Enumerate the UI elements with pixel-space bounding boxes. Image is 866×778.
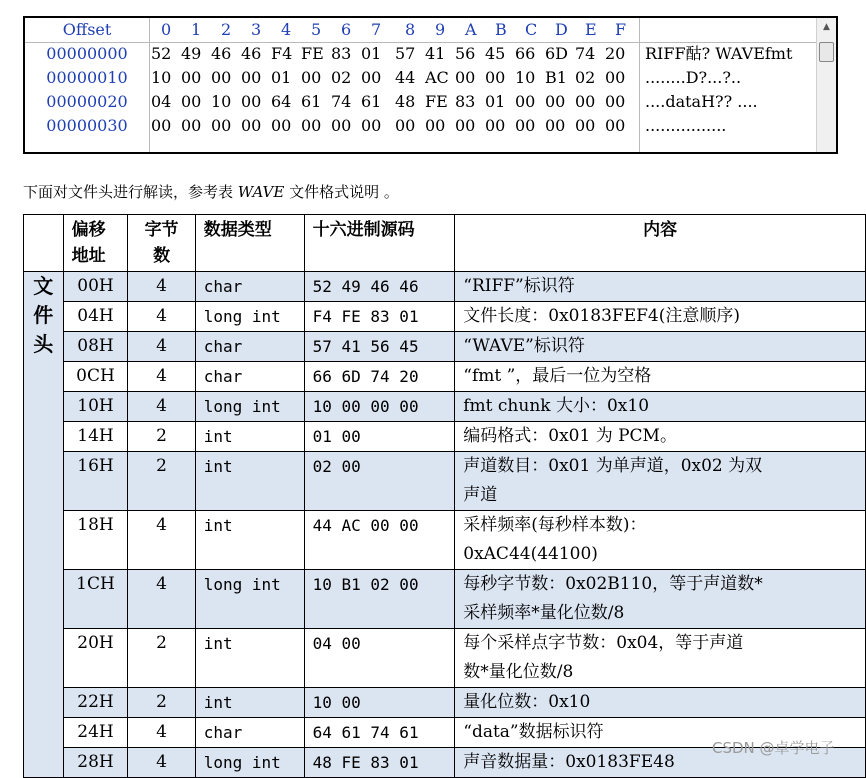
byte-column-header: 6 bbox=[341, 20, 352, 39]
hex-cell: 66 6D 74 20 bbox=[304, 362, 455, 392]
hex-byte: 83 bbox=[331, 44, 352, 63]
type-cell: char bbox=[195, 362, 304, 392]
content-cell bbox=[455, 511, 866, 570]
byte-column-header: A bbox=[465, 20, 477, 39]
hex-byte: 00 bbox=[361, 68, 382, 87]
bytes-cell: 4 bbox=[128, 362, 195, 392]
content-cell bbox=[455, 688, 866, 718]
hex-byte: 41 bbox=[425, 44, 446, 63]
content-cell bbox=[455, 570, 866, 629]
content-line: 量化位数：0x10 bbox=[463, 692, 591, 712]
table-row bbox=[24, 629, 866, 688]
byte-column-header: B bbox=[495, 20, 507, 39]
hex-cell: 10 B1 02 00 bbox=[304, 570, 455, 629]
hex-byte: 00 bbox=[575, 92, 596, 111]
hex-cell: 01 00 bbox=[304, 422, 455, 452]
hex-byte: 46 bbox=[241, 44, 262, 63]
type-cell: int bbox=[195, 629, 304, 688]
content-cell bbox=[455, 629, 866, 688]
table-row bbox=[24, 511, 866, 570]
content-line: 编码格式：0x01 为 PCM。 bbox=[463, 426, 677, 446]
offset-cell: 16H bbox=[63, 452, 128, 511]
hex-ascii: ....dataH?? .... bbox=[645, 92, 758, 111]
type-cell: int bbox=[195, 688, 304, 718]
table-row bbox=[24, 362, 866, 392]
caption-emphasis: WAVE bbox=[237, 183, 285, 201]
type-cell: char bbox=[195, 272, 304, 302]
table-row bbox=[24, 688, 866, 718]
hex-byte: 49 bbox=[181, 44, 202, 63]
scroll-thumb[interactable] bbox=[819, 42, 834, 62]
hex-byte: 00 bbox=[361, 116, 382, 135]
vertical-scrollbar[interactable] bbox=[816, 18, 836, 152]
hex-row bbox=[25, 42, 819, 66]
hex-byte: 52 bbox=[151, 44, 172, 63]
bytes-cell: 2 bbox=[128, 452, 195, 511]
bytes-cell: 4 bbox=[128, 748, 195, 778]
hex-byte: 04 bbox=[151, 92, 172, 111]
hex-byte: 00 bbox=[455, 68, 476, 87]
table-row bbox=[24, 452, 866, 511]
caption bbox=[23, 182, 399, 202]
hex-byte: 01 bbox=[271, 68, 292, 87]
hex-offset: 00000000 bbox=[46, 44, 128, 63]
content-cell bbox=[455, 392, 866, 422]
hex-cell: F4 FE 83 01 bbox=[304, 302, 455, 332]
table-row bbox=[24, 272, 866, 302]
hex-ascii: RIFF酤? WAVEfmt bbox=[645, 44, 793, 63]
hex-byte: 00 bbox=[241, 68, 262, 87]
offset-cell: 10H bbox=[63, 392, 128, 422]
content-line: 采样频率*量化位数/8 bbox=[463, 603, 625, 623]
hex-byte: 6D bbox=[545, 44, 569, 63]
content-line: 采样频率(每秒样本数)： bbox=[463, 515, 647, 535]
group-header bbox=[24, 215, 64, 272]
hex-byte: 00 bbox=[485, 68, 506, 87]
type-cell: char bbox=[195, 332, 304, 362]
hex-byte: 00 bbox=[515, 92, 536, 111]
hex-byte: 00 bbox=[241, 92, 262, 111]
bytes-cell: 4 bbox=[128, 272, 195, 302]
content-line: 0xAC44(44100) bbox=[463, 544, 598, 564]
hex-row bbox=[25, 66, 819, 90]
byte-column-header: 5 bbox=[311, 20, 322, 39]
hex-offset: 00000030 bbox=[46, 116, 128, 135]
bytes-cell: 4 bbox=[128, 332, 195, 362]
group-label-char: 件 bbox=[33, 303, 54, 327]
hex-byte: 48 bbox=[395, 92, 416, 111]
type-cell: long int bbox=[195, 392, 304, 422]
table-row bbox=[24, 302, 866, 332]
hex-byte: 00 bbox=[425, 116, 446, 135]
content-line: 声音数据量：0x0183FE48 bbox=[463, 752, 675, 772]
bytes-cell: 4 bbox=[128, 511, 195, 570]
offset-cell: 24H bbox=[63, 718, 128, 748]
hex-byte: 00 bbox=[181, 68, 202, 87]
hex-cell: 04 00 bbox=[304, 629, 455, 688]
bytes-cell: 4 bbox=[128, 570, 195, 629]
hex-offset: 00000010 bbox=[46, 68, 128, 87]
type-cell: int bbox=[195, 422, 304, 452]
offset-column-header: Offset bbox=[62, 20, 112, 39]
content-header: 内容 bbox=[455, 215, 866, 272]
hex-byte: 56 bbox=[455, 44, 476, 63]
content-line: 声道数目：0x01 为单声道，0x02 为双 bbox=[463, 456, 763, 476]
content-line: 声道 bbox=[463, 485, 498, 505]
byte-column-header: 3 bbox=[251, 20, 262, 39]
table-header-row bbox=[24, 215, 866, 272]
offset-cell: 0CH bbox=[63, 362, 128, 392]
bytes-cell: 4 bbox=[128, 392, 195, 422]
hex-byte: 00 bbox=[605, 116, 626, 135]
content-line: “WAVE”标识符 bbox=[463, 336, 585, 356]
hex-byte: 00 bbox=[515, 116, 536, 135]
hex-byte: FE bbox=[425, 92, 448, 111]
type-cell: long int bbox=[195, 748, 304, 778]
hex-byte: 01 bbox=[361, 44, 382, 63]
hex-viewer bbox=[23, 16, 838, 154]
hex-byte: 00 bbox=[455, 116, 476, 135]
hex-byte: 00 bbox=[181, 116, 202, 135]
byte-column-header: 0 bbox=[161, 20, 172, 39]
group-label bbox=[24, 272, 64, 778]
type-header: 数据类型 bbox=[195, 215, 304, 272]
hex-byte: 00 bbox=[545, 116, 566, 135]
group-label-char: 头 bbox=[33, 332, 54, 356]
hex-byte: 00 bbox=[211, 116, 232, 135]
offset-divider bbox=[149, 18, 150, 154]
hex-byte: 44 bbox=[395, 68, 416, 87]
content-line: 每个采样点字节数：0x04，等于声道 bbox=[463, 633, 744, 653]
hex-byte: FE bbox=[301, 44, 324, 63]
hex-byte: 00 bbox=[301, 68, 322, 87]
watermark: CSDN @卓学电子 bbox=[712, 739, 835, 757]
hex-byte: 00 bbox=[331, 116, 352, 135]
content-cell bbox=[455, 272, 866, 302]
hex-ascii: ........D?...?.. bbox=[645, 68, 742, 87]
hex-cell: 57 41 56 45 bbox=[304, 332, 455, 362]
hex-byte: 00 bbox=[545, 92, 566, 111]
wave-header-table bbox=[23, 214, 866, 778]
hex-byte: 10 bbox=[151, 68, 172, 87]
hex-cell: 02 00 bbox=[304, 452, 455, 511]
hex-byte: 00 bbox=[301, 116, 322, 135]
hex-cell: 44 AC 00 00 bbox=[304, 511, 455, 570]
content-line: “fmt ”，最后一位为空格 bbox=[463, 366, 652, 386]
hex-byte: 00 bbox=[395, 116, 416, 135]
caption-text-end: 文件格式说明 。 bbox=[284, 183, 399, 201]
hex-byte: 00 bbox=[241, 116, 262, 135]
bytes-cell: 2 bbox=[128, 422, 195, 452]
content-cell bbox=[455, 302, 866, 332]
hex-ascii: ................ bbox=[645, 116, 727, 135]
hex-byte: 00 bbox=[605, 92, 626, 111]
content-line: 数*量化位数/8 bbox=[463, 662, 574, 682]
hex-byte: 01 bbox=[485, 92, 506, 111]
hex-cell: 10 00 00 00 bbox=[304, 392, 455, 422]
offset-cell: 22H bbox=[63, 688, 128, 718]
hex-byte: 74 bbox=[331, 92, 352, 111]
byte-column-header: 8 bbox=[405, 20, 416, 39]
hex-byte: 74 bbox=[575, 44, 596, 63]
offset-header: 偏移 地址 bbox=[63, 215, 128, 272]
hex-byte: 66 bbox=[515, 44, 536, 63]
hex-byte: 00 bbox=[605, 68, 626, 87]
hex-byte: 00 bbox=[271, 116, 292, 135]
hex-byte: 02 bbox=[575, 68, 596, 87]
content-cell bbox=[455, 332, 866, 362]
hex-byte: 83 bbox=[455, 92, 476, 111]
bytes-cell: 4 bbox=[128, 718, 195, 748]
byte-column-header: 2 bbox=[221, 20, 232, 39]
content-line: 文件长度：0x0183FEF4(注意顺序) bbox=[463, 306, 740, 326]
hex-byte: B1 bbox=[545, 68, 567, 87]
offset-cell: 00H bbox=[63, 272, 128, 302]
type-cell: int bbox=[195, 511, 304, 570]
hex-byte: 02 bbox=[331, 68, 352, 87]
hex-byte: 20 bbox=[605, 44, 626, 63]
byte-column-header: 9 bbox=[435, 20, 446, 39]
hex-byte: 61 bbox=[301, 92, 322, 111]
table-row bbox=[24, 422, 866, 452]
content-line: 每秒字节数：0x02B110，等于声道数* bbox=[463, 574, 763, 594]
type-cell: long int bbox=[195, 302, 304, 332]
content-cell bbox=[455, 362, 866, 392]
hex-row bbox=[25, 114, 819, 138]
hex-byte: F4 bbox=[271, 44, 293, 63]
offset-cell: 14H bbox=[63, 422, 128, 452]
hex-header: 十六进制源码 bbox=[304, 215, 455, 272]
byte-column-header: 7 bbox=[371, 20, 382, 39]
offset-cell: 28H bbox=[63, 748, 128, 778]
content-cell bbox=[455, 452, 866, 511]
hex-byte: 61 bbox=[361, 92, 382, 111]
byte-column-header: E bbox=[585, 20, 597, 39]
hex-byte: 10 bbox=[211, 92, 232, 111]
hex-byte: 00 bbox=[151, 116, 172, 135]
content-cell bbox=[455, 422, 866, 452]
hex-cell: 52 49 46 46 bbox=[304, 272, 455, 302]
content-line: “data”数据标识符 bbox=[463, 722, 604, 742]
hex-byte: 10 bbox=[515, 68, 536, 87]
hex-offset: 00000020 bbox=[46, 92, 128, 111]
offset-cell: 1CH bbox=[63, 570, 128, 629]
bytes-cell: 2 bbox=[128, 629, 195, 688]
hex-byte: 00 bbox=[211, 68, 232, 87]
content-line: “RIFF”标识符 bbox=[463, 276, 575, 296]
byte-column-header: 4 bbox=[281, 20, 292, 39]
hex-byte: 64 bbox=[271, 92, 292, 111]
table-row bbox=[24, 570, 866, 629]
table-row bbox=[24, 392, 866, 422]
hex-byte: 00 bbox=[181, 92, 202, 111]
bytes-header: 字节 数 bbox=[128, 215, 195, 272]
table-row bbox=[24, 332, 866, 362]
hex-byte: AC bbox=[425, 68, 449, 87]
bytes-cell: 2 bbox=[128, 688, 195, 718]
hex-header bbox=[25, 18, 819, 43]
hex-cell: 48 FE 83 01 bbox=[304, 748, 455, 778]
scroll-up-arrow-icon[interactable]: ▲ bbox=[823, 22, 830, 32]
hex-cell: 10 00 bbox=[304, 688, 455, 718]
hex-byte: 46 bbox=[211, 44, 232, 63]
caption-text: 下面对文件头进行解读，参考表 bbox=[23, 183, 238, 201]
offset-cell: 18H bbox=[63, 511, 128, 570]
bytes-cell: 4 bbox=[128, 302, 195, 332]
byte-column-header: D bbox=[555, 20, 568, 39]
hex-byte: 00 bbox=[575, 116, 596, 135]
hex-byte: 57 bbox=[395, 44, 416, 63]
group-label-char: 文 bbox=[33, 274, 54, 298]
offset-cell: 20H bbox=[63, 629, 128, 688]
type-cell: long int bbox=[195, 570, 304, 629]
hex-row bbox=[25, 90, 819, 114]
byte-column-header: 1 bbox=[191, 20, 202, 39]
hex-byte: 45 bbox=[485, 44, 506, 63]
type-cell: int bbox=[195, 452, 304, 511]
offset-cell: 08H bbox=[63, 332, 128, 362]
byte-column-header: F bbox=[615, 20, 627, 39]
content-line: fmt chunk 大小：0x10 bbox=[463, 396, 650, 416]
byte-column-header: C bbox=[525, 20, 538, 39]
hex-cell: 64 61 74 61 bbox=[304, 718, 455, 748]
ascii-divider bbox=[639, 18, 640, 154]
type-cell: char bbox=[195, 718, 304, 748]
offset-cell: 04H bbox=[63, 302, 128, 332]
hex-byte: 00 bbox=[485, 116, 506, 135]
